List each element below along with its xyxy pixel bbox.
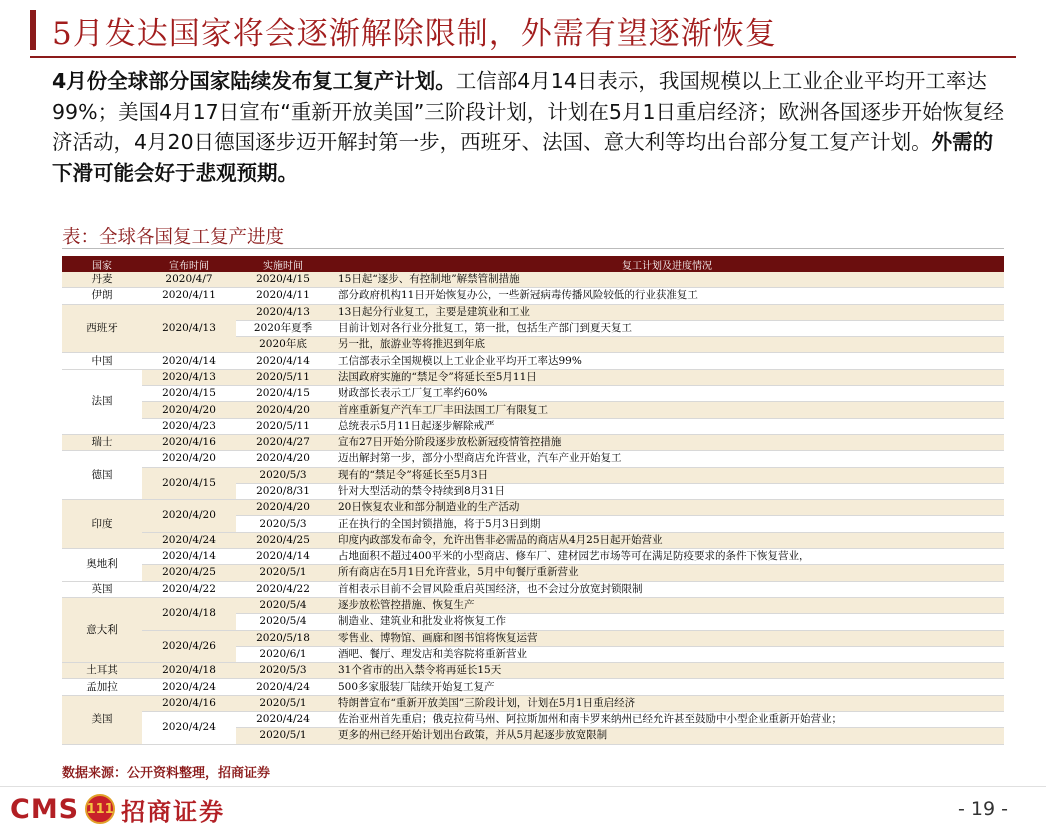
country-cell: 孟加拉 <box>62 679 142 695</box>
table-row <box>62 695 1004 711</box>
plan-detail-cell: 工信部表示全国规模以上工业企业平均开工率达99% <box>330 353 1004 369</box>
plan-detail-cell: 逐步放松管控措施、恢复生产 <box>330 597 1004 613</box>
effective-date-cell: 2020/4/20 <box>236 500 330 516</box>
intro-bold-lead: 4月份全球部分国家陆续发布复工复产计划。 <box>52 69 456 93</box>
effective-date-cell: 2020/4/24 <box>236 679 330 695</box>
plan-detail-cell: 另一批，旅游业等将推迟到年底 <box>330 337 1004 353</box>
effective-date-cell: 2020/5/11 <box>236 369 330 385</box>
effective-date-cell: 2020/5/11 <box>236 418 330 434</box>
country-cell: 意大利 <box>62 597 142 662</box>
effective-date-cell: 2020/4/20 <box>236 451 330 467</box>
effective-date-cell: 2020/4/14 <box>236 549 330 565</box>
plan-detail-cell: 所有商店在5月1日允许营业，5月中旬餐厅重新营业 <box>330 565 1004 581</box>
country-cell: 西班牙 <box>62 304 142 353</box>
announce-date-cell: 2020/4/22 <box>142 581 236 597</box>
plan-detail-cell: 佐治亚州首先重启；俄克拉荷马州、阿拉斯加州和南卡罗来纳州已经允许甚至鼓励中小型企业重新开始营业； <box>330 712 1004 728</box>
table-row <box>62 679 1004 695</box>
announce-date-cell: 2020/4/16 <box>142 695 236 711</box>
announce-date-cell: 2020/4/16 <box>142 434 236 450</box>
announce-date-cell: 2020/4/23 <box>142 418 236 434</box>
plan-detail-cell: 酒吧、餐厅、理发店和美容院将重新营业 <box>330 646 1004 662</box>
country-cell: 丹麦 <box>62 272 142 288</box>
footer-divider <box>0 786 1046 787</box>
announce-date-cell: 2020/4/13 <box>142 369 236 385</box>
country-cell: 中国 <box>62 353 142 369</box>
effective-date-cell: 2020年夏季 <box>236 320 330 336</box>
country-cell: 奥地利 <box>62 549 142 582</box>
table-row <box>62 500 1004 516</box>
header-effective-date: 实施时间 <box>236 256 330 272</box>
table-row <box>62 581 1004 597</box>
announce-date-cell: 2020/4/24 <box>142 679 236 695</box>
plan-detail-cell: 法国政府实施的“禁足令”将延长至5月11日 <box>330 369 1004 385</box>
plan-detail-cell: 13日起分行业复工，主要是建筑业和工业 <box>330 304 1004 320</box>
page-title: 5月发达国家将会逐渐解除限制，外需有望逐渐恢复 <box>52 16 777 52</box>
effective-date-cell: 2020/4/20 <box>236 402 330 418</box>
plan-detail-cell: 针对大型活动的禁令持续到8月31日 <box>330 483 1004 499</box>
country-cell: 法国 <box>62 369 142 434</box>
table-row <box>62 272 1004 288</box>
table-header-row <box>62 256 1004 272</box>
table-row <box>62 549 1004 565</box>
table-row <box>62 597 1004 613</box>
table-row <box>62 369 1004 385</box>
effective-date-cell: 2020/5/4 <box>236 614 330 630</box>
logo-badge-icon: 111 <box>85 794 115 824</box>
plan-detail-cell: 特朗普宣布“重新开放美国”三阶段计划，计划在5月1日重启经济 <box>330 695 1004 711</box>
announce-date-cell: 2020/4/18 <box>142 597 236 630</box>
announce-date-cell: 2020/4/24 <box>142 532 236 548</box>
table-row <box>62 386 1004 402</box>
table-row <box>62 467 1004 483</box>
effective-date-cell: 2020/5/3 <box>236 516 330 532</box>
announce-date-cell: 2020/4/15 <box>142 467 236 500</box>
table-row <box>62 402 1004 418</box>
plan-detail-cell: 31个省市的出入禁令将再延长15天 <box>330 663 1004 679</box>
table-body <box>62 272 1004 744</box>
announce-date-cell: 2020/4/20 <box>142 451 236 467</box>
plan-detail-cell: 现有的“禁足令”将延长至5月3日 <box>330 467 1004 483</box>
page-number: - 19 - <box>958 798 1008 820</box>
intro-body: 工信部4月14日表示，我国规模以上工业企业平均开工率达99%；美国4月17日宣布“重新开放美国”三阶段计划，计划在5月1日重启经济；欧洲各国逐步开始恢复经济活动，4月20日德国逐步迈开解封第一步，西班牙、法国、意大利等均出台部分复工复产计划。 <box>52 69 1005 154</box>
effective-date-cell: 2020/4/13 <box>236 304 330 320</box>
data-source-note: 数据来源：公开资料整理，招商证券 <box>62 766 271 781</box>
logo-latin-text: CMS <box>10 793 80 825</box>
country-cell: 美国 <box>62 695 142 744</box>
announce-date-cell: 2020/4/7 <box>142 272 236 288</box>
title-bar <box>30 6 1016 52</box>
announce-date-cell: 2020/4/20 <box>142 500 236 533</box>
caption-divider <box>62 248 1004 249</box>
table-row <box>62 712 1004 728</box>
plan-detail-cell: 更多的州已经开始计划出台政策，并从5月起逐步放宽限制 <box>330 728 1004 744</box>
plan-detail-cell: 首座重新复产汽车工厂丰田法国工厂有限复工 <box>330 402 1004 418</box>
plan-detail-cell: 部分政府机构11日开始恢复办公，一些新冠病毒传播风险较低的行业获准复工 <box>330 288 1004 304</box>
table-row <box>62 663 1004 679</box>
table-row <box>62 418 1004 434</box>
effective-date-cell: 2020/6/1 <box>236 646 330 662</box>
table-row <box>62 630 1004 646</box>
intro-bold-tail: 外需的下滑可能会好于悲观预期。 <box>52 130 994 185</box>
plan-detail-cell: 制造业、建筑业和批发业将恢复工作 <box>330 614 1004 630</box>
table-row <box>62 288 1004 304</box>
effective-date-cell: 2020/5/18 <box>236 630 330 646</box>
plan-detail-cell: 零售业、博物馆、画廊和图书馆将恢复运营 <box>330 630 1004 646</box>
plan-detail-cell: 宣布27日开始分阶段逐步放松新冠疫情管控措施 <box>330 434 1004 450</box>
announce-date-cell: 2020/4/15 <box>142 386 236 402</box>
plan-detail-cell: 财政部长表示工厂复工率约60% <box>330 386 1004 402</box>
progress-table <box>62 256 1004 745</box>
announce-date-cell: 2020/4/24 <box>142 712 236 745</box>
table-row <box>62 532 1004 548</box>
effective-date-cell: 2020/4/25 <box>236 532 330 548</box>
effective-date-cell: 2020年底 <box>236 337 330 353</box>
country-cell: 瑞士 <box>62 434 142 450</box>
announce-date-cell: 2020/4/14 <box>142 353 236 369</box>
plan-detail-cell: 占地面积不超过400平米的小型商店、修车厂、建材园艺市场等可在满足防疫要求的条件下恢复营业， <box>330 549 1004 565</box>
plan-detail-cell: 15日起“逐步、有控制地”解禁管制措施 <box>330 272 1004 288</box>
effective-date-cell: 2020/5/4 <box>236 597 330 613</box>
title-accent-bar <box>30 10 36 50</box>
effective-date-cell: 2020/4/22 <box>236 581 330 597</box>
announce-date-cell: 2020/4/13 <box>142 304 236 353</box>
plan-detail-cell: 首相表示目前不会冒风险重启英国经济，也不会过分放宽封锁限制 <box>330 581 1004 597</box>
country-cell: 印度 <box>62 500 142 549</box>
plan-detail-cell: 正在执行的全国封锁措施，将于5月3日到期 <box>330 516 1004 532</box>
effective-date-cell: 2020/4/24 <box>236 712 330 728</box>
table-row <box>62 565 1004 581</box>
announce-date-cell: 2020/4/14 <box>142 549 236 565</box>
country-cell: 土耳其 <box>62 663 142 679</box>
cms-logo <box>10 791 225 827</box>
announce-date-cell: 2020/4/18 <box>142 663 236 679</box>
effective-date-cell: 2020/5/3 <box>236 467 330 483</box>
table-row <box>62 434 1004 450</box>
header-plan-detail: 复工计划及进度情况 <box>330 256 1004 272</box>
effective-date-cell: 2020/5/1 <box>236 695 330 711</box>
plan-detail-cell: 总统表示5月11日起逐步解除戒严 <box>330 418 1004 434</box>
table-row <box>62 353 1004 369</box>
announce-date-cell: 2020/4/11 <box>142 288 236 304</box>
effective-date-cell: 2020/5/1 <box>236 728 330 744</box>
announce-date-cell: 2020/4/25 <box>142 565 236 581</box>
announce-date-cell: 2020/4/20 <box>142 402 236 418</box>
effective-date-cell: 2020/5/1 <box>236 565 330 581</box>
effective-date-cell: 2020/5/3 <box>236 663 330 679</box>
title-divider <box>30 56 1016 58</box>
effective-date-cell: 2020/8/31 <box>236 483 330 499</box>
header-country: 国家 <box>62 256 142 272</box>
effective-date-cell: 2020/4/15 <box>236 272 330 288</box>
country-cell: 德国 <box>62 451 142 500</box>
effective-date-cell: 2020/4/15 <box>236 386 330 402</box>
country-cell: 英国 <box>62 581 142 597</box>
effective-date-cell: 2020/4/14 <box>236 353 330 369</box>
announce-date-cell: 2020/4/26 <box>142 630 236 663</box>
plan-detail-cell: 迈出解封第一步，部分小型商店允许营业，汽车产业开始复工 <box>330 451 1004 467</box>
header-announce-date: 宣布时间 <box>142 256 236 272</box>
logo-chinese-text: 招商证券 <box>121 797 226 826</box>
plan-detail-cell: 20日恢复农业和部分制造业的生产活动 <box>330 500 1004 516</box>
table-row <box>62 451 1004 467</box>
country-cell: 伊朗 <box>62 288 142 304</box>
effective-date-cell: 2020/4/11 <box>236 288 330 304</box>
table-row <box>62 304 1004 320</box>
plan-detail-cell: 印度内政部发布命令，允许出售非必需品的商店从4月25日起开始营业 <box>330 532 1004 548</box>
plan-detail-cell: 500多家服装厂陆续开始复工复产 <box>330 679 1004 695</box>
effective-date-cell: 2020/4/27 <box>236 434 330 450</box>
intro-paragraph <box>52 66 1012 188</box>
plan-detail-cell: 目前计划对各行业分批复工，第一批，包括生产部门到夏天复工 <box>330 320 1004 336</box>
table-caption: 表：全球各国复工复产进度 <box>62 227 285 248</box>
